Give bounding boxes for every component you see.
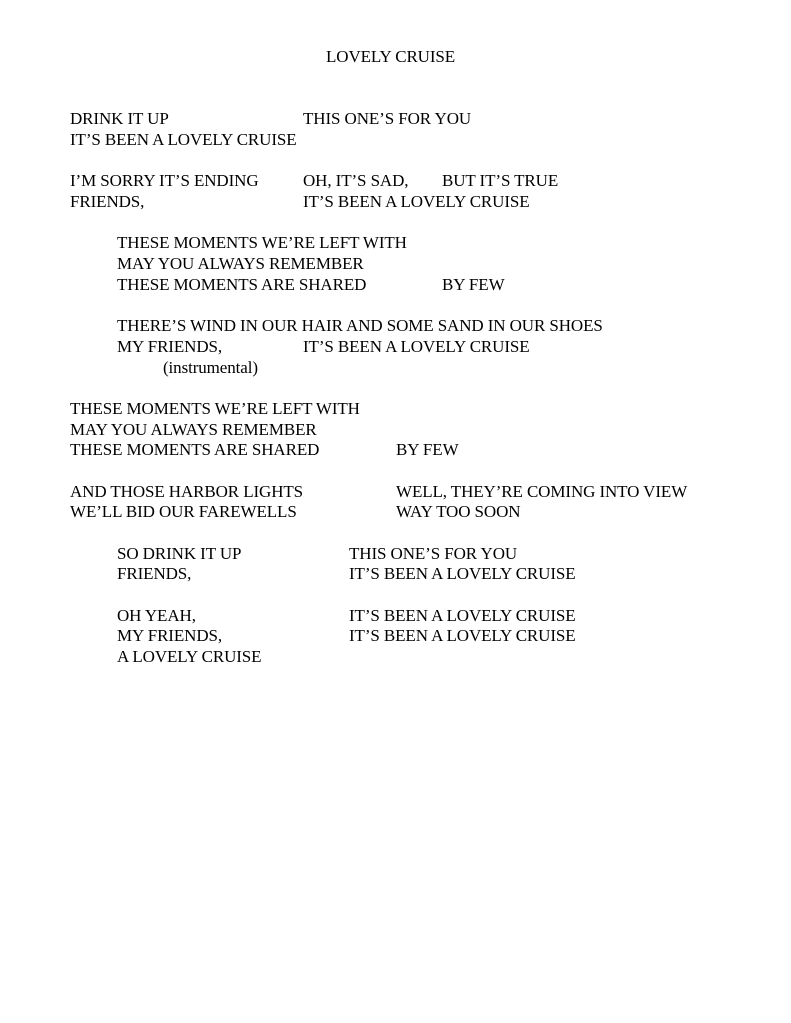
page-title: LOVELY CRUISE [326, 47, 456, 66]
lyric-line: IT’S BEEN A LOVELY CRUISE [349, 626, 576, 645]
lyric-line: IT’S BEEN A LOVELY CRUISE [349, 564, 576, 583]
lyric-line: FRIENDS, [117, 564, 192, 583]
lyric-line: AND THOSE HARBOR LIGHTS [70, 482, 304, 501]
lyric-line: MY FRIENDS, [117, 626, 223, 645]
lyric-line: A LOVELY CRUISE [117, 647, 262, 666]
lyric-line: DRINK IT UP [70, 109, 169, 128]
lyric-line: BUT IT’S TRUE [442, 171, 559, 190]
instrumental-note: (instrumental) [163, 358, 258, 377]
lyric-line: WELL, THEY’RE COMING INTO VIEW [396, 482, 688, 501]
lyric-line: BY FEW [396, 440, 459, 459]
lyric-line: IT’S BEEN A LOVELY CRUISE [349, 606, 576, 625]
lyric-line: THESE MOMENTS WE’RE LEFT WITH [70, 399, 360, 418]
lyric-line: THERE’S WIND IN OUR HAIR AND SOME SAND IN OUR SHOES [117, 316, 603, 335]
lyric-line: I’M SORRY IT’S ENDING [70, 171, 259, 190]
lyric-line: IT’S BEEN A LOVELY CRUISE [303, 192, 530, 211]
lyric-line: BY FEW [442, 275, 505, 294]
lyric-line: SO DRINK IT UP [117, 544, 242, 563]
lyric-line: FRIENDS, [70, 192, 145, 211]
lyric-line: THESE MOMENTS ARE SHARED [70, 440, 320, 459]
lyric-line: IT’S BEEN A LOVELY CRUISE [303, 337, 530, 356]
lyric-line: MAY YOU ALWAYS REMEMBER [117, 254, 364, 273]
lyric-line: WE’LL BID OUR FAREWELLS [70, 502, 297, 521]
lyric-line: MY FRIENDS, [117, 337, 223, 356]
lyric-line: THIS ONE’S FOR YOU [303, 109, 472, 128]
lyric-line: THIS ONE’S FOR YOU [349, 544, 518, 563]
lyric-line: THESE MOMENTS ARE SHARED [117, 275, 367, 294]
lyric-line: WAY TOO SOON [396, 502, 521, 521]
lyric-line: THESE MOMENTS WE’RE LEFT WITH [117, 233, 407, 252]
lyric-line: IT’S BEEN A LOVELY CRUISE [70, 130, 297, 149]
lyric-line: OH, IT’S SAD, [303, 171, 409, 190]
lyric-line: OH YEAH, [117, 606, 196, 625]
lyric-line: MAY YOU ALWAYS REMEMBER [70, 420, 317, 439]
